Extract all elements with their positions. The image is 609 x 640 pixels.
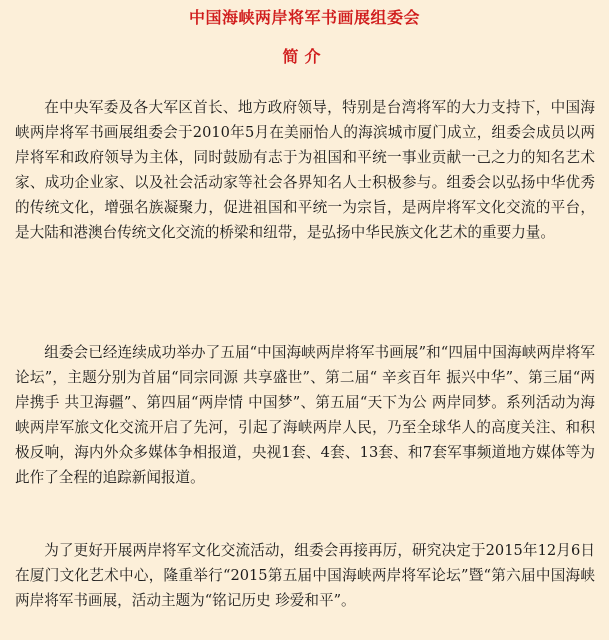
paragraph-past-events: 组委会已经连续成功举办了五届“中国海峡两岸将军书画展”和“四届中国海峡两岸将军论坛”，主题分别为首届“同宗同源 共享盛世”、第二届“ 辛亥百年 振兴中华”、第三届“两岸携手 共卫海疆”、第四届“两岸情 中国梦”、第五届“天下为公 两岸同梦。系列活动为海峡两岸军旅文化交流开启了先河，引起了海峡两岸人民，乃至全球华人的高度关注、和积极反响，海内外众多媒体争相报道，央视1套、4套、13套、和7套军事频道地方媒体等为此作了全程的追踪新闻报道。 (15, 344, 595, 486)
section-title-introduction: 简介 (282, 47, 327, 66)
paragraph-founding: 在中央军委及各大军区首长、地方政府领导，特别是台湾将军的大力支持下，中国海峡两岸将军书画展组委会于2010年5月在美丽怡人的海滨城市厦门成立，组委会成员以两岸将军和政府领导为主体，同时鼓励有志于为祖国和平统一事业贡献一己之力的知名艺术家、成功企业家、以及社会活动家等社会各界知名人士积极参与。组委会以弘扬中华优秀的传统文化，增强名族凝聚力，促进祖国和平统一为宗旨，是两岸将军文化交流的平台，是大陆和港澳台传统文化交流的桥梁和纽带，是弘扬中华民族文化艺术的重要力量。 (15, 99, 595, 241)
paragraph-upcoming-event: 为了更好开展两岸将军文化交流活动，组委会再接再厉，研究决定于2015年12月6日在厦门文化艺术中心，隆重举行“2015第五届中国海峡两岸将军论坛”暨“第六届中国海峡两岸将军书画展，活动主题为“铭记历史 珍爱和平”。 (15, 542, 595, 609)
organization-title: 中国海峡两岸将军书画展组委会 (188, 8, 420, 27)
